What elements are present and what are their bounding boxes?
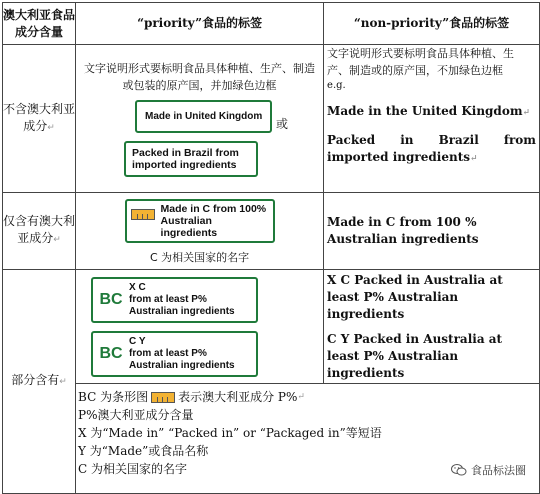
- bc-cy-line3: Australian ingredients: [129, 359, 235, 371]
- bc-label-cy: [91, 331, 258, 377]
- bc-label-xc: [91, 277, 258, 323]
- bc-cy-line1: C Y: [129, 335, 146, 347]
- header-priority: “priority”食品的标签: [76, 3, 324, 45]
- eg-text: e.g.: [327, 80, 346, 91]
- bc-mark: BC: [99, 345, 123, 362]
- np-example-brazil: Packed in Brazil from imported ingredients↵: [327, 133, 536, 164]
- np-example-uk: Made in the United Kingdom↵: [327, 104, 531, 118]
- row3-priority-cell: [76, 270, 324, 384]
- row2-non-priority-cell: [324, 193, 540, 270]
- np-example-cy: C Y Packed in Australia at least P% Australian ingredients: [327, 331, 503, 380]
- note-x: X 为“Made in” “Packed in” or “Packaged in”等短语: [78, 426, 382, 440]
- row-label-only: 仅含有澳大利亚成分↵: [3, 193, 76, 270]
- row1-non-priority-text: 文字说明形式要标明食品具体种植、生产、制造或的原产国，不加绿色边框: [327, 47, 515, 77]
- or-text: 或: [276, 117, 289, 131]
- note-bc: BC 为条形图 表示澳大利亚成分 P% ↵: [78, 390, 305, 404]
- row-label-none: 不含澳大利亚成分↵: [3, 45, 76, 193]
- bar-graph-icon: [131, 209, 155, 220]
- labeling-table: [2, 2, 540, 494]
- made-in-uk-label: Made in United Kingdom: [135, 100, 272, 133]
- bc-xc-line3: Australian ingredients: [129, 305, 235, 317]
- bc-mark: BC: [99, 291, 123, 308]
- np-example-100: Made in C from 100 % Australian ingredients: [327, 215, 479, 246]
- note-c: C 为相关国家的名字: [78, 462, 188, 476]
- row1-priority-text: 文字说明形式要标明食品具体种植、生产、制造或包装的原产国，并加绿色边框: [84, 62, 316, 92]
- row3-non-priority-cell: [324, 270, 540, 384]
- row1-non-priority-cell: [324, 45, 540, 193]
- np-example-xc: X C Packed in Australia at least P% Australian ingredients: [327, 272, 503, 321]
- bc-cy-line2: from at least P%: [129, 347, 207, 359]
- row-label-partial: 部分含有↵: [3, 270, 76, 494]
- note-p: P%澳大利亚成分含量: [78, 408, 194, 422]
- note-y: Y 为“Made”或食品名称: [78, 444, 209, 458]
- wechat-icon: [451, 463, 467, 477]
- bar-graph-icon: [151, 392, 175, 403]
- watermark: 食品标法圈: [451, 462, 526, 478]
- bc-xc-line1: X C: [129, 281, 146, 293]
- packed-in-brazil-label: Packed in Brazil from imported ingredients: [124, 141, 258, 177]
- made-in-c-100-label: Made in C from 100% Australian ingredients: [125, 199, 275, 243]
- header-content-level: 澳大利亚食品成分含量: [3, 3, 76, 45]
- row1-priority-cell: [76, 45, 324, 193]
- header-non-priority: “non-priority”食品的标签: [324, 3, 540, 45]
- c-country-note: C 为相关国家的名字: [149, 250, 250, 264]
- row2-priority-cell: [76, 193, 324, 270]
- bc-xc-line2: from at least P%: [129, 293, 207, 305]
